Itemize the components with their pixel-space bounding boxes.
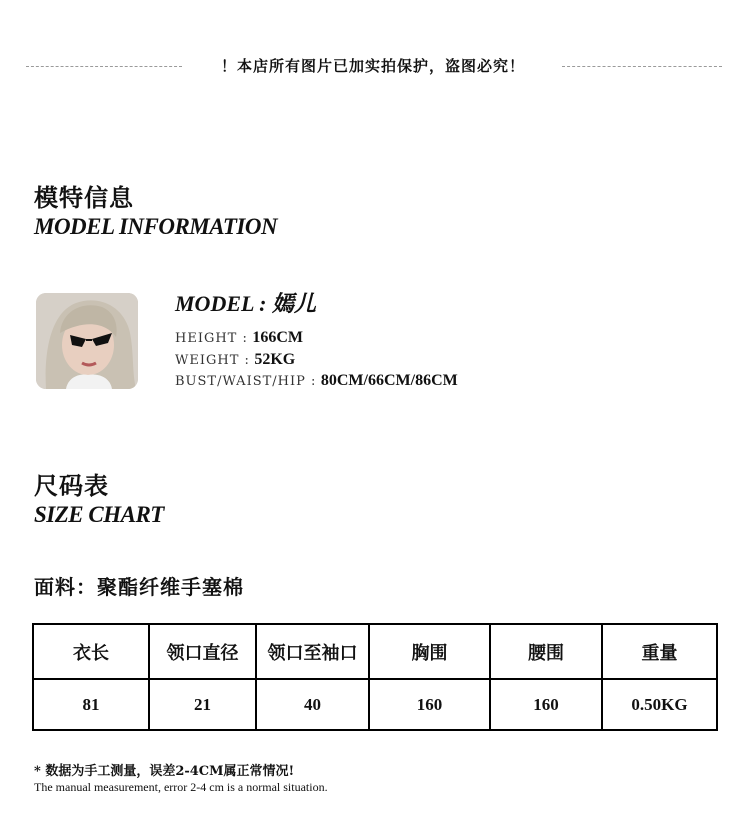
model-height — [175, 329, 303, 347]
bwh-label: BUST/WAIST/HIP : — [175, 374, 317, 389]
measurement-note-cn: * 数据为手工测量，误差2-4CM属正常情况! — [34, 764, 295, 779]
header-neck-diameter: 领口直径 — [149, 624, 256, 679]
model-measurements — [175, 372, 458, 390]
value-bust: 160 — [369, 679, 490, 730]
size-section-title-en: SIZE CHART — [34, 502, 164, 527]
copyright-notice: ！本店所有图片已加实拍保护，盗图必究！ — [220, 57, 525, 75]
size-table-value-row — [33, 679, 717, 730]
measurement-note-en: The manual measurement, error 2-4 cm is a normal situation. — [34, 780, 328, 794]
value-neck-diameter: 21 — [149, 679, 256, 730]
height-label: HEIGHT : — [175, 331, 248, 346]
height-value: 166CM — [252, 329, 303, 346]
size-section-title-cn: 尺码表 — [34, 471, 109, 500]
value-waist: 160 — [490, 679, 602, 730]
header-neck-to-cuff: 领口至袖口 — [256, 624, 369, 679]
value-length: 81 — [33, 679, 149, 730]
header-bust: 胸围 — [369, 624, 490, 679]
model-section-title-cn: 模特信息 — [34, 183, 134, 212]
size-table-header-row — [33, 624, 717, 679]
notice-divider-right — [562, 66, 722, 67]
model-photo — [36, 293, 138, 389]
weight-label: WEIGHT : — [175, 353, 250, 368]
size-table — [32, 623, 718, 731]
model-section-title-en: MODEL INFORMATION — [34, 214, 278, 239]
header-weight: 重量 — [602, 624, 717, 679]
fabric-info: 面料：聚酯纤维手塞棉 — [34, 575, 244, 599]
value-neck-to-cuff: 40 — [256, 679, 369, 730]
model-weight — [175, 351, 295, 369]
model-name: MODEL : 嫣儿 — [175, 291, 316, 316]
weight-value: 52KG — [254, 351, 296, 368]
bwh-value: 80CM/66CM/86CM — [320, 372, 458, 389]
value-weight: 0.50KG — [602, 679, 717, 730]
header-length: 衣长 — [33, 624, 149, 679]
header-waist: 腰围 — [490, 624, 602, 679]
notice-divider-left — [26, 66, 182, 67]
